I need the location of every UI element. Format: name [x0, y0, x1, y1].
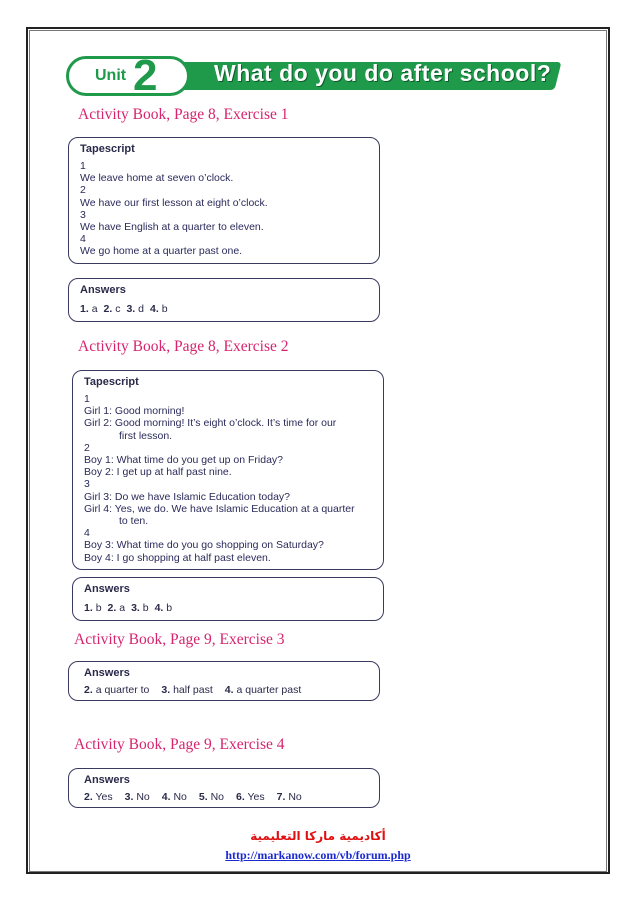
- tapescript-line: 1: [80, 160, 86, 172]
- answer-item: [150, 303, 168, 315]
- answer-value: c: [115, 303, 121, 315]
- answer-number: 5.: [198, 791, 208, 803]
- unit-badge: [66, 51, 190, 100]
- answer-number: 2.: [103, 303, 113, 315]
- tapescript-lines: [84, 393, 355, 564]
- answers-label: Answers: [84, 667, 130, 679]
- answer-item: [131, 602, 149, 614]
- answers-list: [84, 602, 178, 614]
- answer-item: [225, 684, 301, 696]
- answers-box: [72, 577, 384, 621]
- answer-item: [80, 303, 98, 315]
- answer-value: No: [210, 791, 225, 803]
- tapescript-line: 3: [80, 208, 86, 221]
- answer-number: 1.: [80, 303, 89, 315]
- section-heading: Activity Book, Page 8, Exercise 2: [78, 338, 289, 355]
- tapescript-line: We leave home at seven o’clock.: [80, 172, 234, 185]
- answers-list: [80, 303, 174, 315]
- answers-label: Answers: [84, 774, 130, 786]
- answers-list: [84, 684, 313, 696]
- answer-value: a: [119, 602, 126, 614]
- answer-number: 4.: [224, 684, 234, 696]
- tapescript-line: Girl 1: Good morning!: [84, 405, 185, 418]
- answer-value: Yes: [247, 791, 265, 803]
- tapescript-line: 2: [80, 184, 86, 197]
- answer-item: [161, 684, 212, 696]
- tapescript-line: Boy 1: What time do you get up on Friday?: [84, 454, 284, 467]
- answer-value: half past: [173, 684, 213, 696]
- section-heading: Activity Book, Page 9, Exercise 4: [74, 736, 285, 753]
- answer-number: 2.: [84, 684, 93, 696]
- answer-item: [126, 303, 144, 315]
- answer-number: 4.: [154, 602, 164, 614]
- forum-link[interactable]: http://markanow.com/vb/forum.php: [225, 848, 411, 862]
- answer-item: [104, 303, 121, 315]
- answer-item: [84, 791, 113, 803]
- tapescript-line: We have our first lesson at eight o’clock.: [80, 196, 268, 209]
- answer-value: d: [138, 303, 144, 315]
- tapescript-line: Girl 4: Yes, we do. We have Islamic Education at a quarter: [84, 502, 355, 515]
- answer-item: [108, 602, 126, 614]
- answer-number: 4.: [161, 791, 171, 803]
- answer-value: b: [142, 602, 149, 614]
- unit-title: What do you do after school?: [214, 60, 552, 86]
- tapescript-line: Boy 2: I get up at half past nine.: [84, 466, 232, 479]
- answer-item: [236, 791, 265, 803]
- tapescript-line: 1: [84, 393, 90, 405]
- answer-value: a: [91, 303, 98, 315]
- tapescript-lines: [80, 160, 268, 258]
- answer-value: No: [173, 791, 187, 803]
- answer-number: 3.: [124, 791, 134, 803]
- tapescript-label: Tapescript: [80, 143, 135, 155]
- tapescript-box: [68, 137, 380, 264]
- tapescript-line: 3: [84, 478, 90, 491]
- answers-list: [84, 791, 314, 803]
- answers-box: [68, 278, 380, 322]
- answer-item: [84, 684, 149, 696]
- tapescript-line: Girl 3: Do we have Islamic Education today?: [84, 490, 291, 503]
- answer-value: b: [166, 602, 173, 614]
- tapescript-line: 4: [84, 527, 90, 540]
- answer-value: b: [95, 602, 102, 614]
- tapescript-line: We have English at a quarter to eleven.: [80, 221, 264, 234]
- tapescript-box: [72, 370, 384, 570]
- answers-box: [68, 661, 380, 701]
- answer-value: No: [136, 791, 150, 803]
- tapescript-line: to ten.: [119, 515, 149, 528]
- answer-item: [84, 602, 102, 614]
- answer-number: 3.: [161, 684, 171, 696]
- section-heading: Activity Book, Page 8, Exercise 1: [78, 106, 289, 123]
- answers-label: Answers: [84, 583, 130, 595]
- answer-item: [162, 791, 187, 803]
- answer-value: Yes: [95, 791, 113, 803]
- tapescript-line: Boy 3: What time do you go shopping on Saturday?: [84, 539, 324, 552]
- tapescript-line: Girl 2: Good morning! It’s eight o’clock. It’s time for our: [84, 417, 337, 430]
- answers-box: [68, 768, 380, 808]
- answer-value: b: [161, 303, 168, 315]
- tapescript-line: 2: [84, 441, 90, 454]
- answer-number: 1.: [84, 602, 93, 614]
- unit-banner: [66, 51, 560, 100]
- tapescript-line: 4: [80, 233, 86, 246]
- answer-item: [125, 791, 150, 803]
- answer-value: a quarter to: [95, 684, 150, 696]
- answer-number: 3.: [131, 602, 140, 614]
- academy-name: أكاديمية ماركا التعليمية: [250, 829, 386, 843]
- answer-value: a quarter past: [236, 684, 302, 696]
- tapescript-line: Boy 4: I go shopping at half past eleven.: [84, 551, 271, 564]
- answer-number: 2.: [84, 791, 93, 803]
- answer-number: 3.: [126, 303, 136, 315]
- answer-number: 7.: [276, 791, 286, 803]
- answers-label: Answers: [80, 284, 126, 296]
- answer-number: 2.: [107, 602, 117, 614]
- tapescript-line: We go home at a quarter past one.: [80, 245, 243, 258]
- answer-number: 6.: [236, 791, 245, 803]
- tapescript-line: first lesson.: [119, 429, 173, 442]
- answer-item: [277, 791, 302, 803]
- answer-item: [155, 602, 173, 614]
- answer-item: [199, 791, 224, 803]
- section-heading: Activity Book, Page 9, Exercise 3: [74, 631, 285, 648]
- unit-number: 2: [133, 51, 158, 100]
- answer-number: 4.: [150, 303, 159, 315]
- unit-word: Unit: [95, 67, 127, 84]
- tapescript-label: Tapescript: [84, 376, 139, 388]
- answer-value: No: [288, 791, 302, 803]
